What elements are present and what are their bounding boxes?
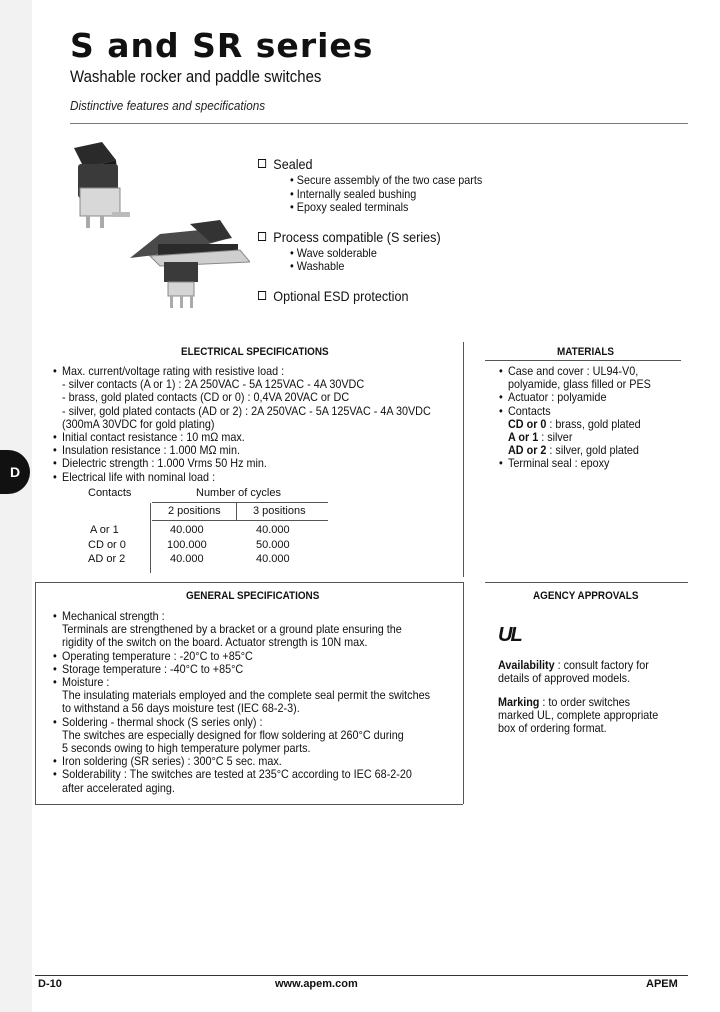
electrical-title: ELECTRICAL SPECIFICATIONS (181, 346, 329, 358)
material-line: A or 1 : silver (508, 430, 573, 445)
table-rule (236, 503, 237, 521)
spec-line: The switches are especially designed for flow soldering at 260°C during (62, 727, 404, 742)
table-subheader: 2 positions (168, 505, 221, 517)
feature-item: • Epoxy sealed terminals (290, 201, 531, 215)
page-subtitle: Washable rocker and paddle switches (70, 67, 322, 86)
spec-line: • Dielectric strength : 1.000 Vrms 50 Hz min. (62, 457, 458, 470)
agency-marking (498, 696, 678, 736)
material-line: CD or 0 : brass, gold plated (508, 416, 641, 431)
checkbox-icon (258, 159, 266, 168)
feature-items (290, 174, 531, 215)
spec-line: • Moisture : (62, 676, 458, 689)
spec-line: • Solderability : The switches are tested at 235°C according to IEC 68-2-20 (62, 768, 458, 781)
table-cell: 40.000 (256, 553, 290, 565)
general-top-line (35, 582, 463, 583)
table-row-label: CD or 0 (88, 539, 126, 551)
agency-line: details of approved models. (498, 671, 631, 686)
agency-line: Availability : consult factory for (498, 658, 649, 672)
table-subheader: 3 positions (253, 505, 306, 517)
material-line: AD or 2 : silver, gold plated (508, 443, 639, 458)
spec-line: - silver contacts (A or 1) : 2A 250VAC - 5A 125VAC - 4A 30VDC (62, 377, 365, 392)
material-line: • Terminal seal : epoxy (508, 457, 679, 470)
checkbox-icon (258, 291, 266, 300)
general-left-line (35, 582, 36, 804)
page-number: D-10 (38, 978, 62, 990)
spec-line: • Iron soldering (SR series) : 300°C 5 sec. max. (62, 755, 458, 768)
agency-line: box of ordering format. (498, 721, 607, 736)
feature-title: Sealed (258, 156, 528, 172)
page-title: S and SR series (70, 26, 374, 65)
table-header-contacts: Contacts (88, 487, 132, 499)
electrical-spec-list (62, 365, 458, 484)
feature-title: Optional ESD protection (258, 288, 528, 304)
table-rule (150, 503, 151, 573)
materials-list (508, 365, 679, 471)
spec-line: - brass, gold plated contacts (CD or 0) : 0,4VA 20VAC or DC (62, 390, 350, 405)
feature-item: • Secure assembly of the two case parts (290, 174, 531, 188)
materials-title: MATERIALS (557, 346, 615, 358)
page-section-heading: Distinctive features and specifications (70, 98, 266, 113)
divider-vertical (463, 342, 464, 577)
spec-line: • Electrical life with nominal load : (62, 471, 458, 484)
table-row-label: AD or 2 (88, 553, 126, 565)
feature-items (290, 247, 531, 274)
feature-title: Process compatible (S series) (258, 229, 528, 245)
table-rule (152, 502, 328, 503)
spec-line: • Storage temperature : -40°C to +85°C (62, 663, 458, 676)
agency-line: Marking : to order switches (498, 695, 631, 709)
spec-line: • Initial contact resistance : 10 mΩ max. (62, 431, 458, 444)
material-line: • Case and cover : UL94-V0, (508, 365, 679, 378)
general-right-line (463, 582, 464, 804)
product-photo (60, 138, 250, 318)
material-line: • Actuator : polyamide (508, 391, 679, 404)
spec-line: after accelerated aging. (62, 780, 175, 795)
material-line: polyamide, glass filled or PES (508, 377, 651, 392)
cycles-table (60, 487, 320, 577)
material-line: • Contacts (508, 405, 679, 418)
header-divider (70, 123, 688, 124)
spec-line: • Mechanical strength : (62, 610, 458, 623)
section-tab: D (0, 450, 30, 494)
table-row-label: A or 1 (90, 524, 119, 536)
footer-url[interactable]: www.apem.com (275, 978, 358, 990)
table-cell: 40.000 (256, 524, 290, 536)
spec-line: • Soldering - thermal shock (S series only) : (62, 716, 458, 729)
agency-availability (498, 659, 678, 685)
feature-item: • Washable (290, 260, 531, 274)
general-title: GENERAL SPECIFICATIONS (186, 590, 320, 602)
spec-line: • Operating temperature : -20°C to +85°C (62, 650, 458, 663)
general-bottom-line (35, 804, 463, 805)
table-header-cycles: Number of cycles (196, 487, 281, 499)
spec-line: • Max. current/voltage rating with resistive load : (62, 365, 458, 378)
features-list (258, 156, 558, 304)
spec-line: to withstand a 56 days moisture test (IEC 68-2-3). (62, 701, 300, 716)
ul-logo-icon: UL (498, 624, 521, 646)
table-cell: 100.000 (167, 539, 207, 551)
general-spec-list (62, 610, 458, 795)
spec-line: rigidity of the switch on the board. Actuator strength is 10N max. (62, 635, 368, 650)
footer-divider (35, 975, 688, 976)
table-rule (152, 520, 328, 521)
feature-item: • Wave solderable (290, 247, 531, 261)
checkbox-icon (258, 232, 266, 241)
agency-top-line (485, 582, 688, 583)
spec-line: • Insulation resistance : 1.000 MΩ min. (62, 444, 458, 457)
spec-line: - silver, gold plated contacts (AD or 2) : 2A 250VAC - 5A 125VAC - 4A 30VDC (62, 403, 431, 418)
table-cell: 40.000 (170, 524, 204, 536)
table-cell: 40.000 (170, 553, 204, 565)
footer-brand: APEM (646, 978, 678, 990)
agency-line: marked UL, complete appropriate (498, 708, 659, 723)
materials-title-underline (485, 360, 681, 361)
spec-line: Terminals are strengthened by a bracket or a ground plate ensuring the (62, 622, 402, 637)
spec-line: 5 seconds owing to high temperature polymer parts. (62, 741, 311, 756)
left-margin-bar (0, 0, 32, 1012)
spec-line: The insulating materials employed and the complete seal permit the switches (62, 688, 430, 703)
agency-title: AGENCY APPROVALS (533, 590, 639, 602)
table-cell: 50.000 (256, 539, 290, 551)
spec-line: (300mA 30VDC for gold plating) (62, 416, 215, 431)
feature-item: • Internally sealed bushing (290, 188, 531, 202)
